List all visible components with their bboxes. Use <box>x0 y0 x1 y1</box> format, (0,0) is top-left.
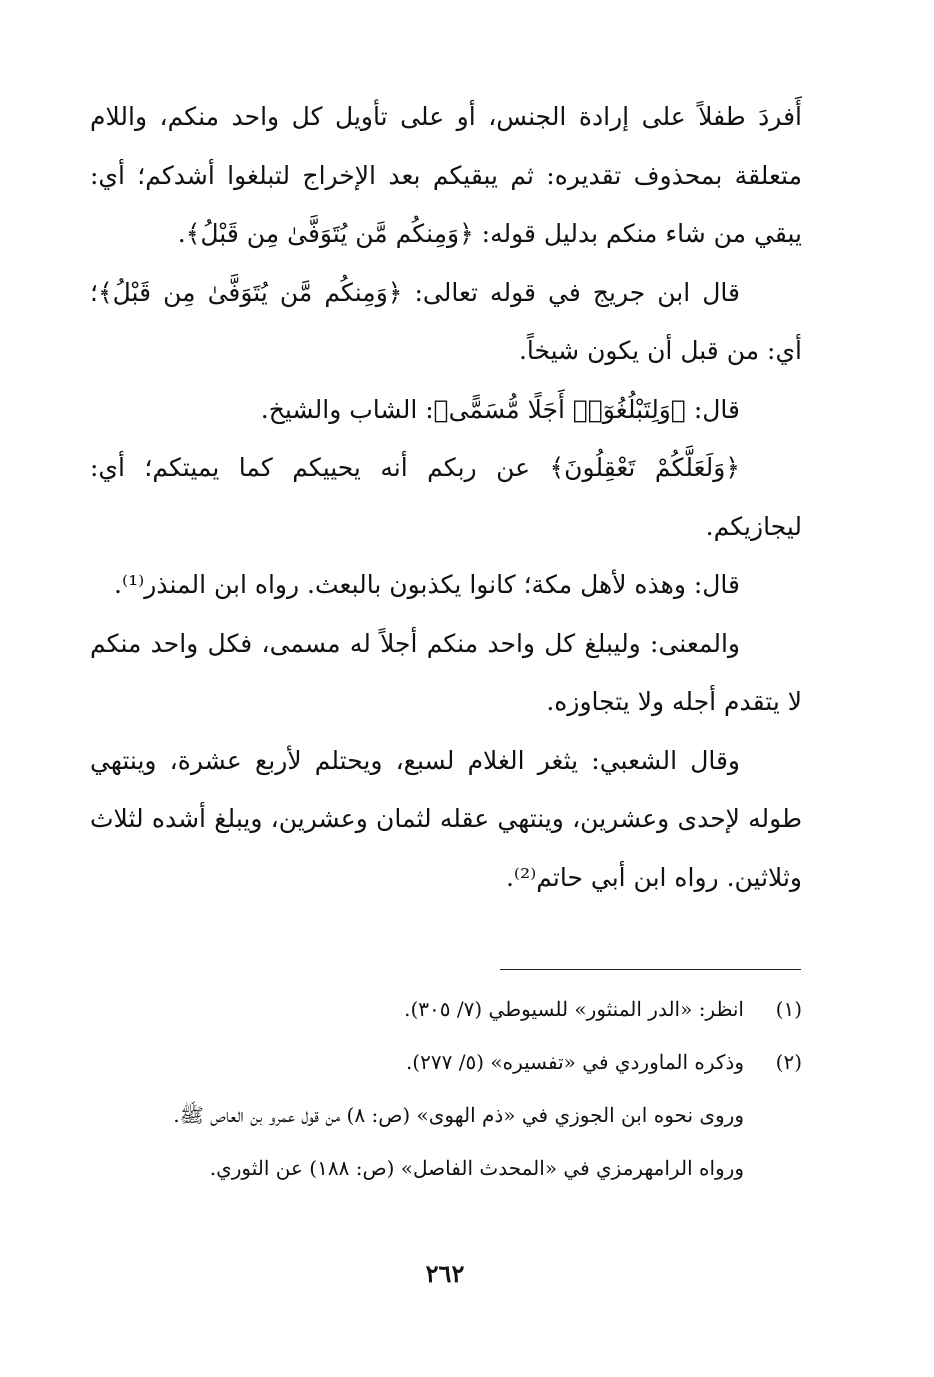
paragraph: وقال الشعبي: يثغر الغلام لسبع، ويحتلم لأربع عشرة، وينتهي طوله لإحدى وعشرين، وينتهي عقله لثمان وعشرين، ويبلغ أشده لثلاث وثلاثين. رواه ابن أبي حاتم⁽²⁾. <box>90 745 802 892</box>
page-body <box>90 88 802 907</box>
footnote <box>90 983 802 1036</box>
footnote-number: (٢) <box>775 1050 802 1074</box>
footnote <box>90 1036 802 1089</box>
footnote-number: (١) <box>775 997 802 1021</box>
footnote-text: وذكره الماوردي في «تفسيره» (٥/ ٢٧٧). <box>405 1050 744 1074</box>
footnote-continuation: وروى نحوه ابن الجوزي في «ذم الهوى» (ص: ٨) من قول عمرو بن العاص ﷺ. <box>173 1103 744 1127</box>
paragraph: ﴿وَلَعَلَّكُمْ تَعْقِلُونَ﴾ عن ربكم أنه يحييكم كما يميتكم؛ أي: ليجازيكم. <box>90 453 802 541</box>
footnote-text: انظر: «الدر المنثور» للسيوطي (٧/ ٣٠٥). <box>404 997 744 1021</box>
footnotes <box>90 983 802 1195</box>
footnote-continuation: ورواه الرامهرمزي في «المحدث الفاصل» (ص: ١٨٨) عن الثوري. <box>209 1156 744 1180</box>
paragraph: قال: ﴿وَلِتَبْلُغُوٓا۟ أَجَلًا مُّسَمًّى﴾: الشاب والشيخ. <box>260 394 740 424</box>
footnote-divider <box>500 969 801 970</box>
main-text <box>90 88 802 907</box>
paragraph: والمعنى: وليبلغ كل واحد منكم أجلاً له مسمى، فكل واحد منكم لا يتقدم أجله ولا يتجاوزه. <box>90 628 802 716</box>
paragraph: أَفردَ طفلاً على إرادة الجنس، أو على تأويل كل واحد منكم، واللام متعلقة بمحذوف تقديره: ثم يبقيكم بعد الإخراج لتبلغوا أشدكم؛ أي: يبقي من شاء منكم بدليل قوله: ﴿وَمِنكُم مَّن يُتَوَفَّىٰ مِن قَبْلُ﴾. <box>90 102 802 248</box>
paragraph: قال ابن جريج في قوله تعالى: ﴿وَمِنكُم مَّن يُتَوَفَّىٰ مِن قَبْلُ﴾؛ أي: من قبل أن يكون شيخاً. <box>90 277 802 365</box>
page-number: ٢٦٢ <box>425 1259 465 1288</box>
paragraph: قال: وهذه لأهل مكة؛ كانوا يكذبون بالبعث. رواه ابن المنذر⁽¹⁾. <box>114 570 740 599</box>
